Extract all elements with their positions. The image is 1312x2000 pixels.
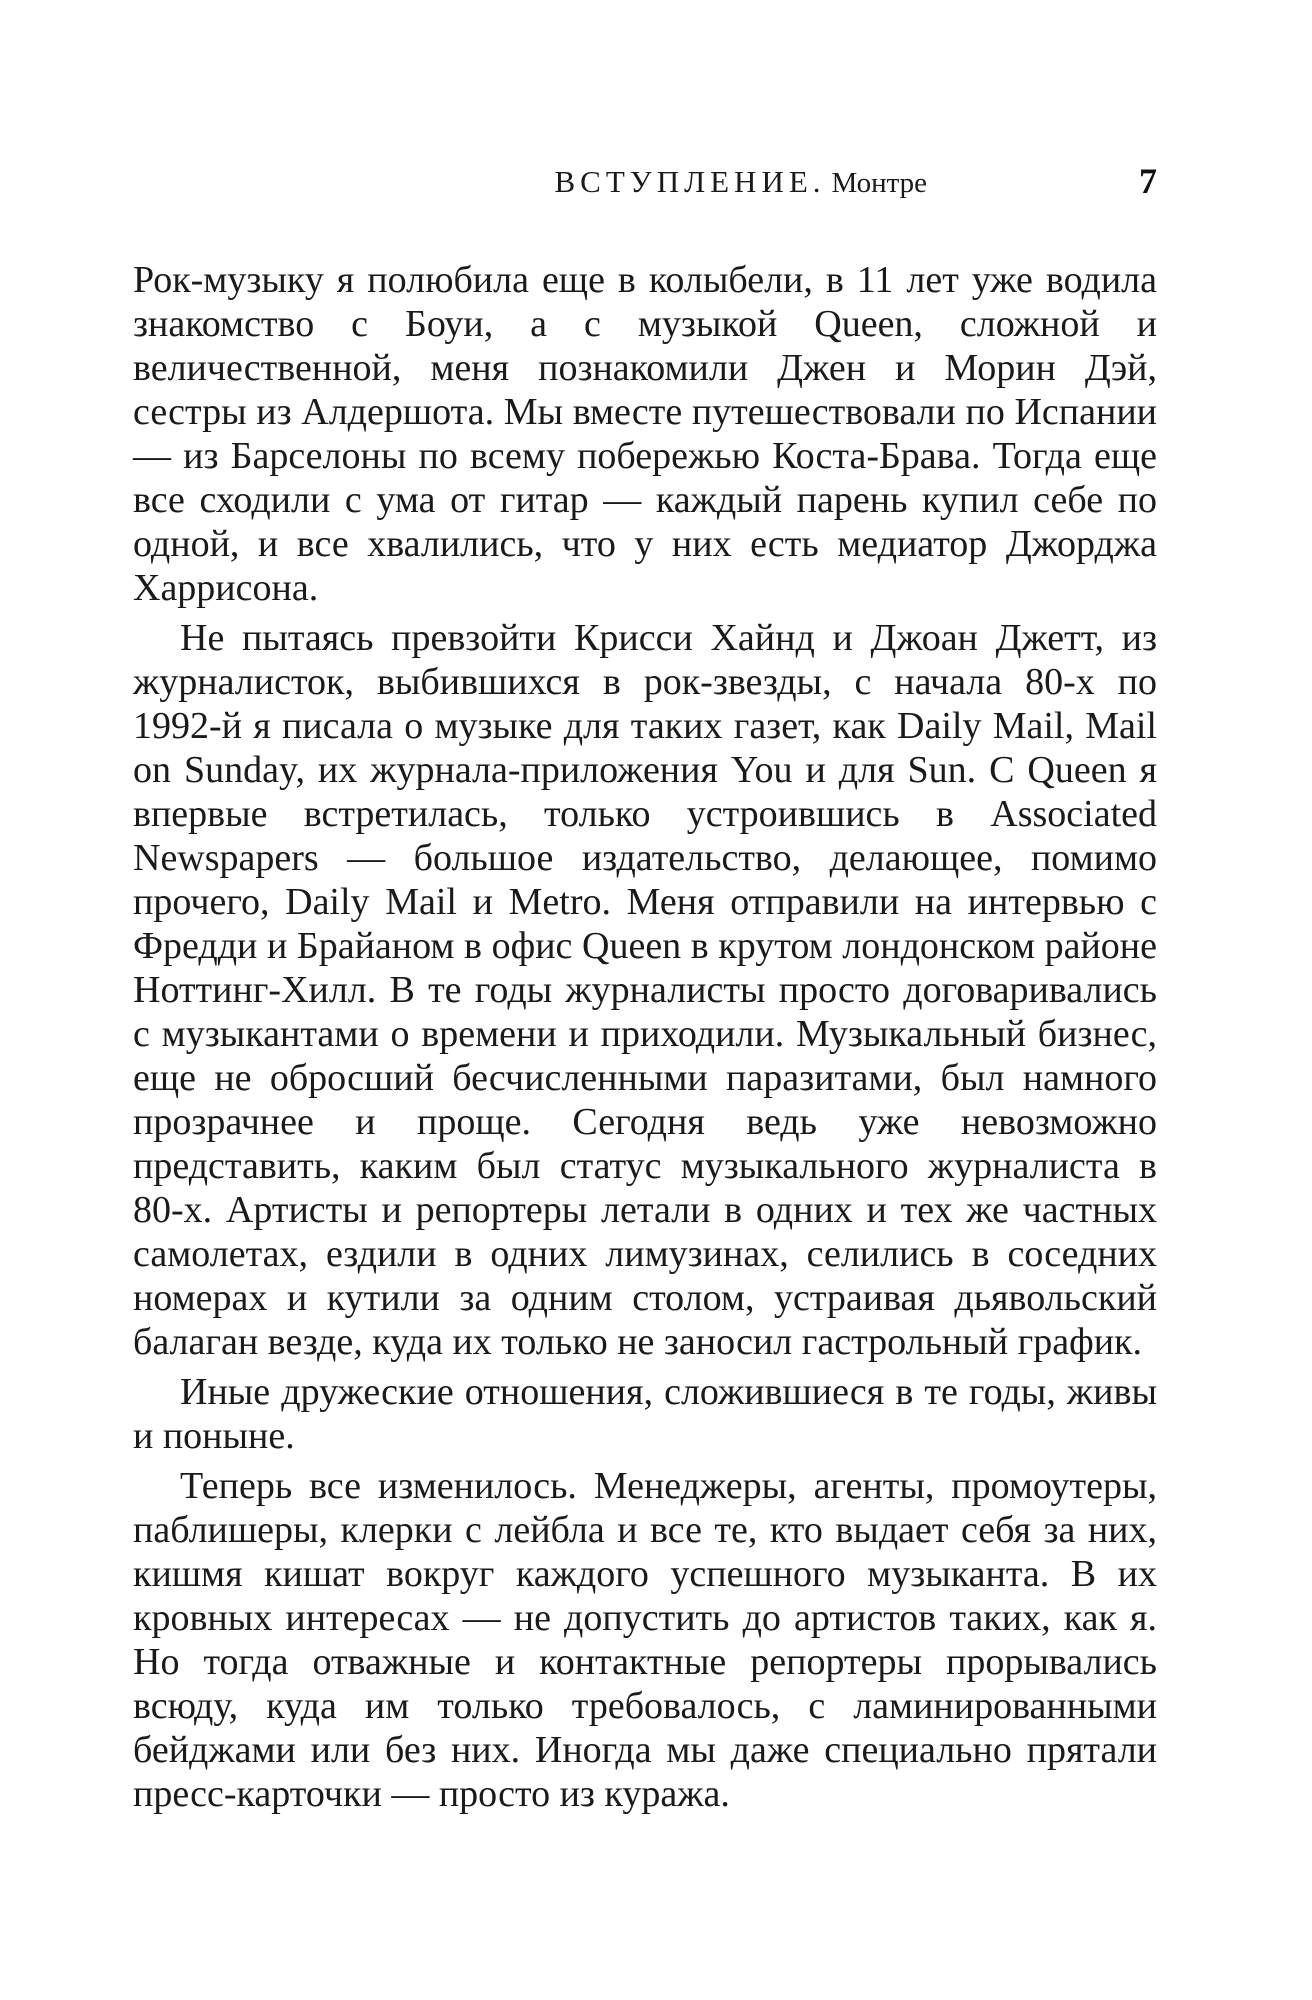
part-title: Монтре (831, 167, 927, 199)
section-title: ВСТУПЛЕНИЕ. (554, 164, 826, 199)
paragraph: Не пытаясь превзойти Крисси Хайнд и Джоан Джетт, из журналисток, выбившихся в рок-звезды, с начала 80-х по 1992-й я писала о музыке для таких газет, как Daily Mail, Mail on Sunday, их журнала-приложения You и для Sun. С Queen я впервые встретилась, только устроившись в Associated Newspapers — большое издательство, делающее, помимо прочего, Daily Mail и Metro. Меня отправили на интервью с Фредди и Брайаном в офис Queen в крутом лондонском районе Ноттинг-Хилл. В те годы журналисты просто договаривались с музыкантами о времени и приходили. Музыкальный бизнес, еще не обросший бесчисленными паразитами, был намного прозрачнее и проще. Сегодня ведь уже невозможно представить, каким был статус музыкального журналиста в 80-х. Артисты и репортеры летали в одних и тех же частных самолетах, ездили в одних лимузинах, селились в соседних номерах и кутили за одним столом, устраивая дьявольский балаган везде, куда их только не заносил гастрольный график. (133, 617, 1157, 1363)
paragraph: Иные дружеские отношения, сложившиеся в те годы, живы и поныне. (133, 1371, 1157, 1457)
page-number: 7 (1139, 161, 1157, 201)
running-head (133, 152, 1157, 212)
paragraph: Теперь все изменилось. Менеджеры, агенты, промоутеры, паблишеры, клерки с лейбла и все те, кто выдает себя за них, кишмя кишат вокруг каждого успешного музыканта. В их кровных интересах — не допустить до артистов таких, как я. Но тогда отважные и контактные репортеры прорывались всюду, куда им только требовалось, с ламинированными бейджами или без них. Иногда мы даже специально прятали пресс-карточки — просто из куража. (133, 1465, 1157, 1815)
body-text (133, 258, 1157, 1822)
running-head-title (554, 164, 927, 200)
paragraph: Рок-музыку я полюбила еще в колыбели, в 11 лет уже водила знакомство с Боуи, а с музыкой Queen, сложной и величественной, меня познакомили Джен и Морин Дэй, сестры из Алдершота. Мы вместе путешествовали по Испании — из Барселоны по всему побережью Коста-Брава. Тогда еще все сходили с ума от гитар — каждый парень купил себе по одной, и все хвалились, что у них есть медиатор Джорджа Харрисона. (133, 259, 1157, 609)
